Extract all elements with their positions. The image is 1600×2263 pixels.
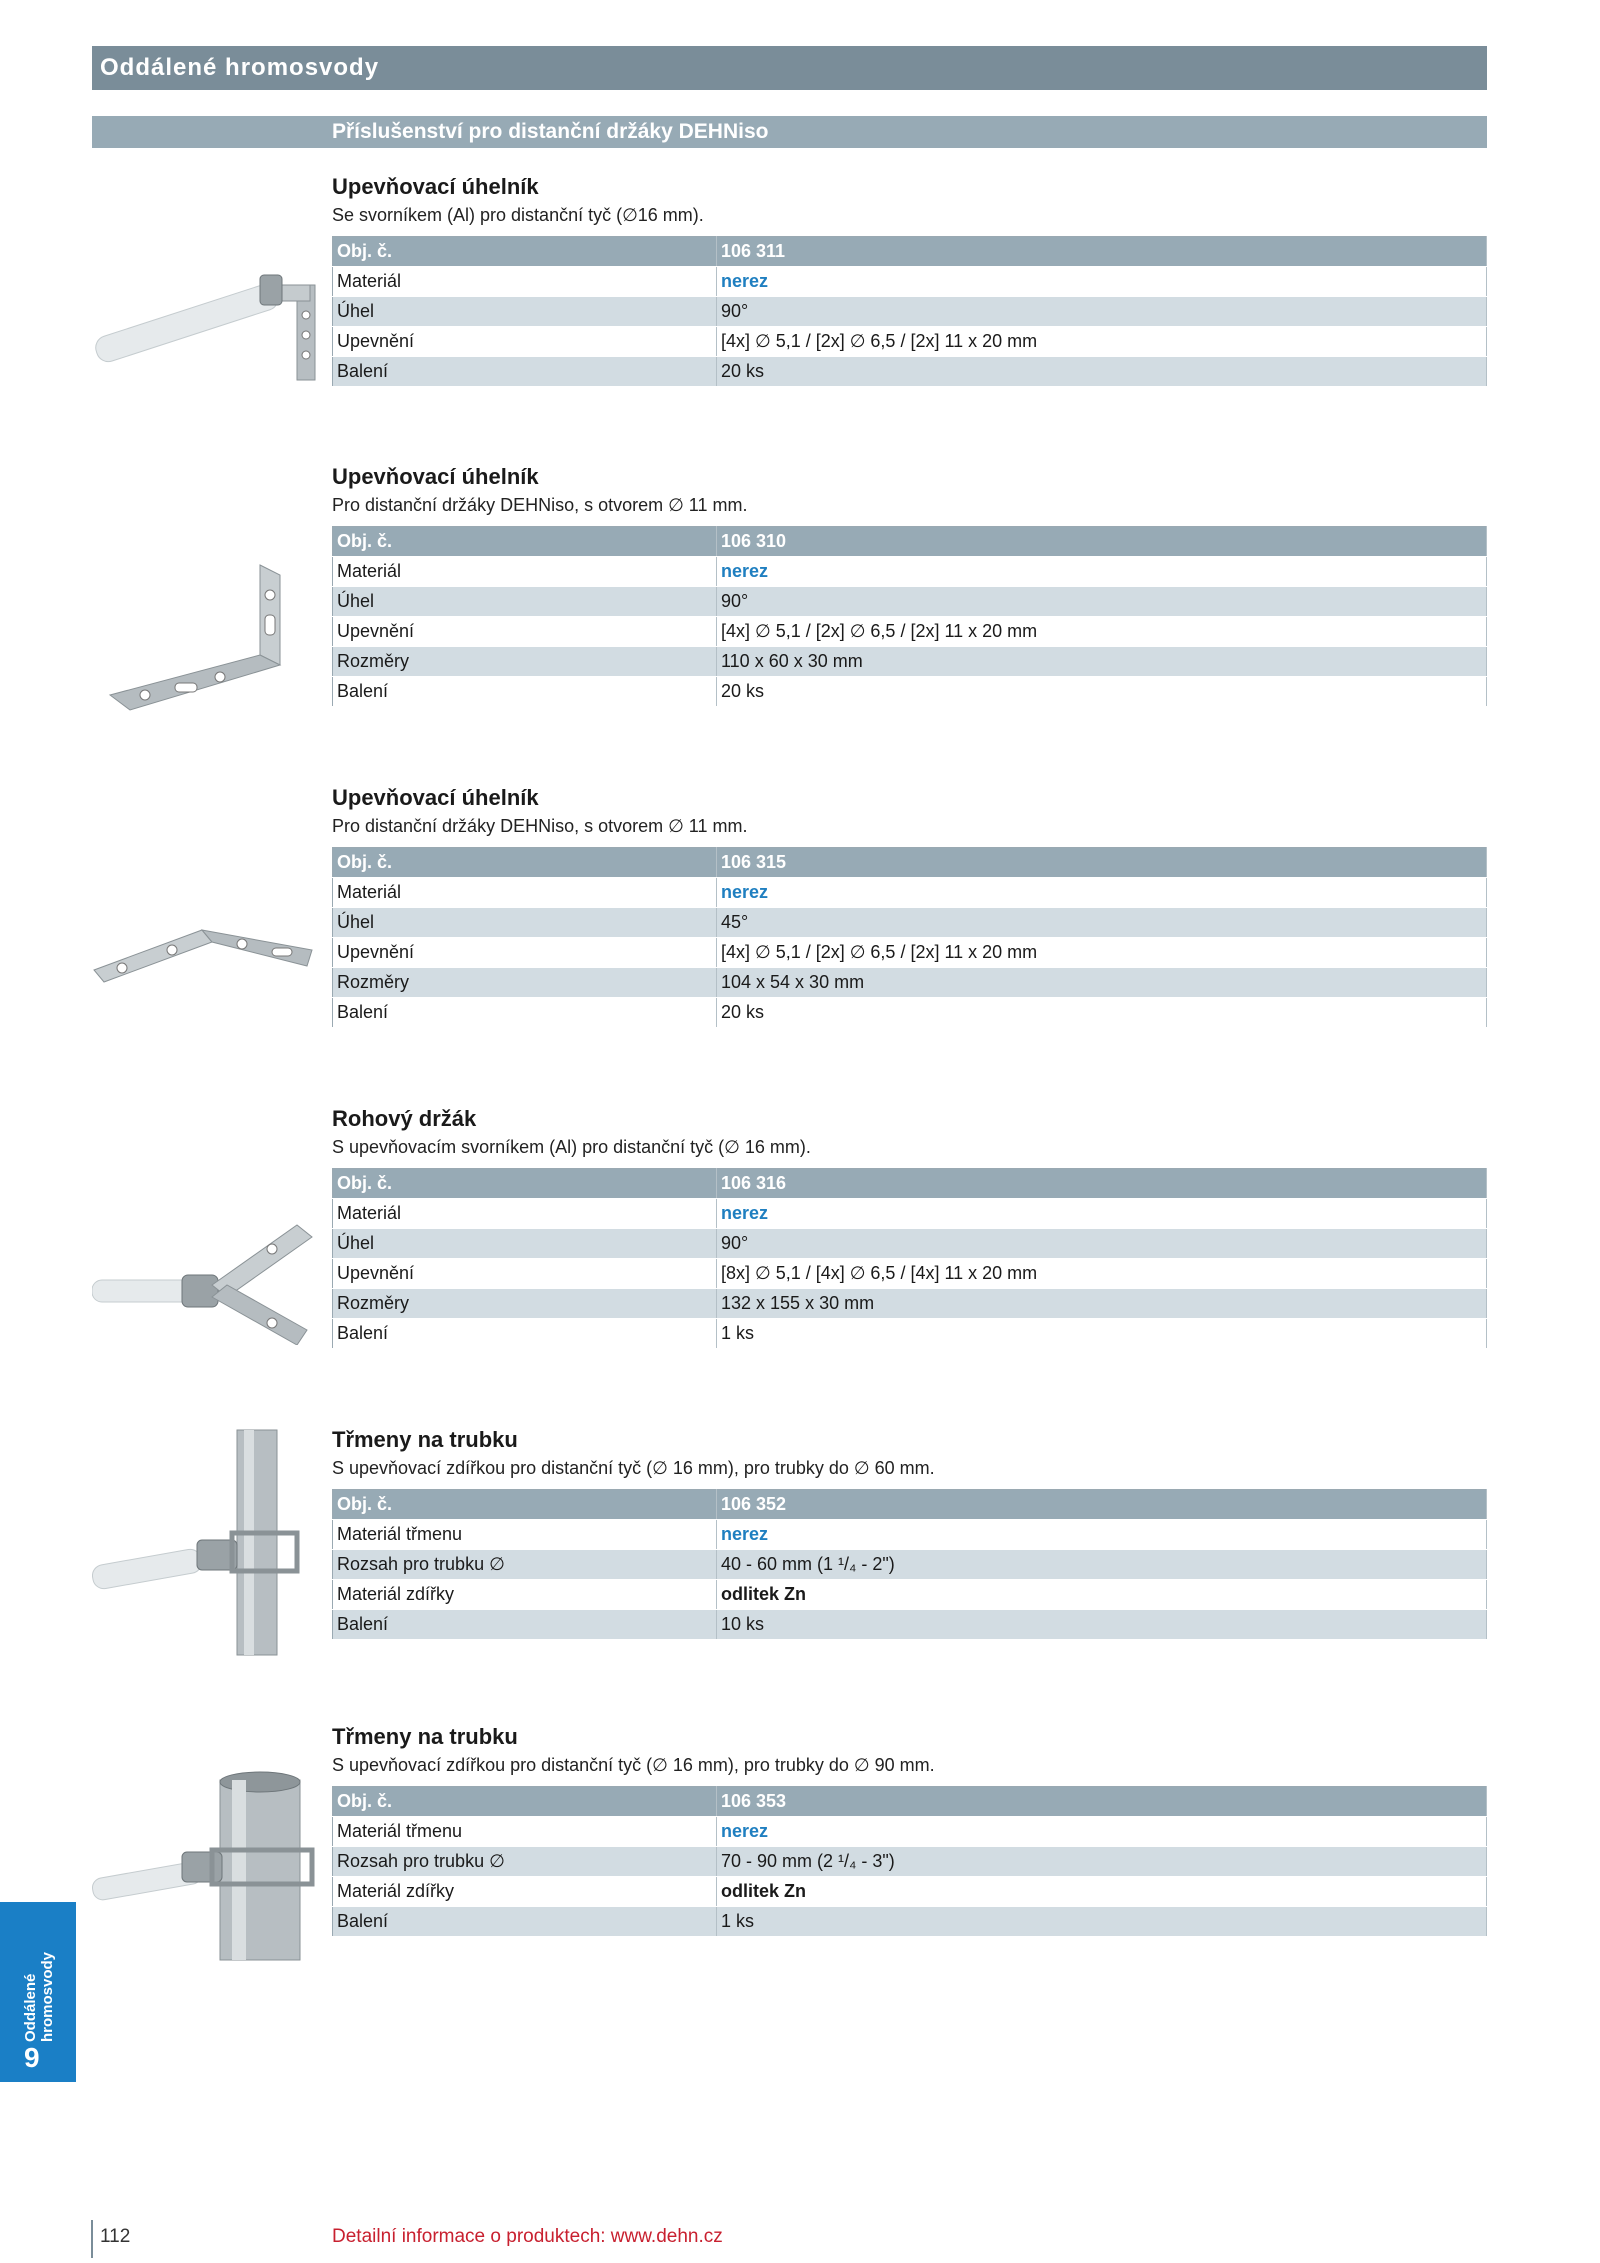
spec-row — [333, 1259, 1487, 1289]
product-description: S upevňovací zdířkou pro distanční tyč (∅ 16 mm), pro trubky do ∅ 90 mm. — [332, 1755, 935, 1775]
order-number: 106 315 — [717, 848, 1487, 878]
spec-value: nerez — [717, 878, 1487, 908]
product-description: Pro distanční držáky DEHNiso, s otvorem ∅ 11 mm. — [332, 816, 748, 836]
product-block — [332, 462, 1487, 707]
product-image-fixing-angle-45 — [92, 900, 322, 1000]
order-number: 106 352 — [717, 1490, 1487, 1520]
section-title: Oddálené hromosvody — [92, 46, 1487, 90]
spec-label: Rozsah pro trubku ∅ — [333, 1550, 717, 1580]
spec-row — [333, 647, 1487, 677]
spec-value: [4x] ∅ 5,1 / [2x] ∅ 6,5 / [2x] 11 x 20 mm — [717, 327, 1487, 357]
product-image-corner-bracket — [92, 1205, 322, 1345]
spec-row — [333, 1877, 1487, 1907]
spec-value: odlitek Zn — [717, 1877, 1487, 1907]
order-number-label: Obj. č. — [333, 1490, 717, 1520]
product-block — [332, 1722, 1487, 1937]
spec-label: Balení — [333, 677, 717, 707]
spec-value: odlitek Zn — [717, 1580, 1487, 1610]
product-image-fixing-angle-90 — [105, 555, 285, 725]
spec-value: 90° — [717, 1229, 1487, 1259]
spec-value: 1 ks — [717, 1319, 1487, 1349]
spec-value: [8x] ∅ 5,1 / [4x] ∅ 6,5 / [4x] 11 x 20 mm — [717, 1259, 1487, 1289]
order-number: 106 316 — [717, 1169, 1487, 1199]
spec-label: Balení — [333, 1907, 717, 1937]
spec-label: Balení — [333, 1319, 717, 1349]
spec-table — [332, 1168, 1487, 1349]
spec-value: [4x] ∅ 5,1 / [2x] ∅ 6,5 / [2x] 11 x 20 mm — [717, 617, 1487, 647]
product-title: Upevňovací úhelník — [332, 174, 539, 199]
product-image-fixing-angle-clamp — [92, 255, 322, 395]
spec-header-row — [333, 527, 1487, 557]
spec-row — [333, 1229, 1487, 1259]
spec-value: 20 ks — [717, 357, 1487, 387]
product-image-pipe-clamp-60 — [92, 1425, 322, 1665]
product-description: Pro distanční držáky DEHNiso, s otvorem ∅ 11 mm. — [332, 495, 748, 515]
spec-row — [333, 1550, 1487, 1580]
spec-header-row — [333, 848, 1487, 878]
footer-link[interactable]: Detailní informace o produktech: www.dehn.cz — [332, 2226, 723, 2247]
order-number-label: Obj. č. — [333, 1787, 717, 1817]
spec-row — [333, 1847, 1487, 1877]
spec-value: [4x] ∅ 5,1 / [2x] ∅ 6,5 / [2x] 11 x 20 mm — [717, 938, 1487, 968]
spec-value: 104 x 54 x 30 mm — [717, 968, 1487, 998]
spec-label: Balení — [333, 357, 717, 387]
spec-label: Rozsah pro trubku ∅ — [333, 1847, 717, 1877]
spec-header-row — [333, 1490, 1487, 1520]
spec-label: Materiál zdířky — [333, 1580, 717, 1610]
spec-label: Úhel — [333, 587, 717, 617]
spec-row — [333, 1817, 1487, 1847]
spec-value: 90° — [717, 587, 1487, 617]
spec-header-row — [333, 1169, 1487, 1199]
spec-row — [333, 267, 1487, 297]
spec-value: 10 ks — [717, 1610, 1487, 1640]
spec-label: Materiál třmenu — [333, 1520, 717, 1550]
spec-row — [333, 1289, 1487, 1319]
spec-label: Materiál zdířky — [333, 1877, 717, 1907]
spec-table — [332, 236, 1487, 387]
product-block — [332, 1425, 1487, 1640]
spec-table — [332, 1489, 1487, 1640]
spec-label: Materiál — [333, 557, 717, 587]
spec-label: Rozměry — [333, 968, 717, 998]
spec-row — [333, 878, 1487, 908]
spec-row — [333, 677, 1487, 707]
spec-label: Rozměry — [333, 647, 717, 677]
spec-label: Úhel — [333, 1229, 717, 1259]
spec-row — [333, 938, 1487, 968]
chapter-tab[interactable] — [0, 1902, 76, 2082]
spec-value: 1 ks — [717, 1907, 1487, 1937]
spec-value: nerez — [717, 557, 1487, 587]
order-number-label: Obj. č. — [333, 527, 717, 557]
spec-value: nerez — [717, 1199, 1487, 1229]
spec-row — [333, 1319, 1487, 1349]
spec-row — [333, 968, 1487, 998]
product-title: Třmeny na trubku — [332, 1427, 518, 1452]
spec-row — [333, 908, 1487, 938]
spec-header-row — [333, 1787, 1487, 1817]
spec-value: nerez — [717, 1817, 1487, 1847]
spec-table — [332, 526, 1487, 707]
product-title: Třmeny na trubku — [332, 1724, 518, 1749]
spec-label: Materiál — [333, 1199, 717, 1229]
spec-label: Upevnění — [333, 617, 717, 647]
spec-label: Balení — [333, 998, 717, 1028]
spec-row — [333, 1580, 1487, 1610]
spec-row — [333, 1610, 1487, 1640]
footer-divider — [91, 2220, 93, 2258]
spec-row — [333, 557, 1487, 587]
product-description: Se svorníkem (Al) pro distanční tyč (∅16 mm). — [332, 205, 704, 225]
product-block — [332, 172, 1487, 387]
spec-row — [333, 1907, 1487, 1937]
spec-label: Úhel — [333, 297, 717, 327]
spec-row — [333, 357, 1487, 387]
chapter-tab-label: Oddálené hromosvody — [22, 1951, 56, 2042]
spec-row — [333, 1199, 1487, 1229]
spec-value: 45° — [717, 908, 1487, 938]
chapter-number: 9 — [24, 2042, 40, 2073]
spec-row — [333, 617, 1487, 647]
spec-row — [333, 1520, 1487, 1550]
spec-value: 20 ks — [717, 677, 1487, 707]
page-number: 112 — [100, 2226, 131, 2247]
product-image-pipe-clamp-90 — [92, 1770, 322, 1970]
product-block — [332, 1104, 1487, 1349]
order-number-label: Obj. č. — [333, 848, 717, 878]
spec-value: 70 - 90 mm (2 ¹/₄ - 3") — [717, 1847, 1487, 1877]
order-number-label: Obj. č. — [333, 237, 717, 267]
product-description: S upevňovacím svorníkem (Al) pro distanční tyč (∅ 16 mm). — [332, 1137, 811, 1157]
product-title: Upevňovací úhelník — [332, 785, 539, 810]
spec-value: nerez — [717, 267, 1487, 297]
product-title: Upevňovací úhelník — [332, 464, 539, 489]
spec-label: Upevnění — [333, 938, 717, 968]
spec-label: Upevnění — [333, 327, 717, 357]
spec-value: 110 x 60 x 30 mm — [717, 647, 1487, 677]
spec-label: Balení — [333, 1610, 717, 1640]
spec-table — [332, 847, 1487, 1028]
order-number: 106 353 — [717, 1787, 1487, 1817]
product-block — [332, 783, 1487, 1028]
spec-label: Materiál — [333, 878, 717, 908]
order-number: 106 310 — [717, 527, 1487, 557]
spec-table — [332, 1786, 1487, 1937]
product-description: S upevňovací zdířkou pro distanční tyč (∅ 16 mm), pro trubky do ∅ 60 mm. — [332, 1458, 935, 1478]
spec-label: Rozměry — [333, 1289, 717, 1319]
product-title: Rohový držák — [332, 1106, 477, 1131]
order-number-label: Obj. č. — [333, 1169, 717, 1199]
spec-value: 40 - 60 mm (1 ¹/₄ - 2") — [717, 1550, 1487, 1580]
spec-label: Upevnění — [333, 1259, 717, 1289]
section-subtitle: Příslušenství pro distanční držáky DEHNiso — [92, 116, 1487, 148]
spec-label: Materiál — [333, 267, 717, 297]
spec-row — [333, 998, 1487, 1028]
spec-row — [333, 297, 1487, 327]
spec-label: Úhel — [333, 908, 717, 938]
spec-row — [333, 327, 1487, 357]
spec-value: nerez — [717, 1520, 1487, 1550]
spec-row — [333, 587, 1487, 617]
spec-value: 20 ks — [717, 998, 1487, 1028]
spec-label: Materiál třmenu — [333, 1817, 717, 1847]
spec-header-row — [333, 237, 1487, 267]
order-number: 106 311 — [717, 237, 1487, 267]
spec-value: 90° — [717, 297, 1487, 327]
spec-value: 132 x 155 x 30 mm — [717, 1289, 1487, 1319]
